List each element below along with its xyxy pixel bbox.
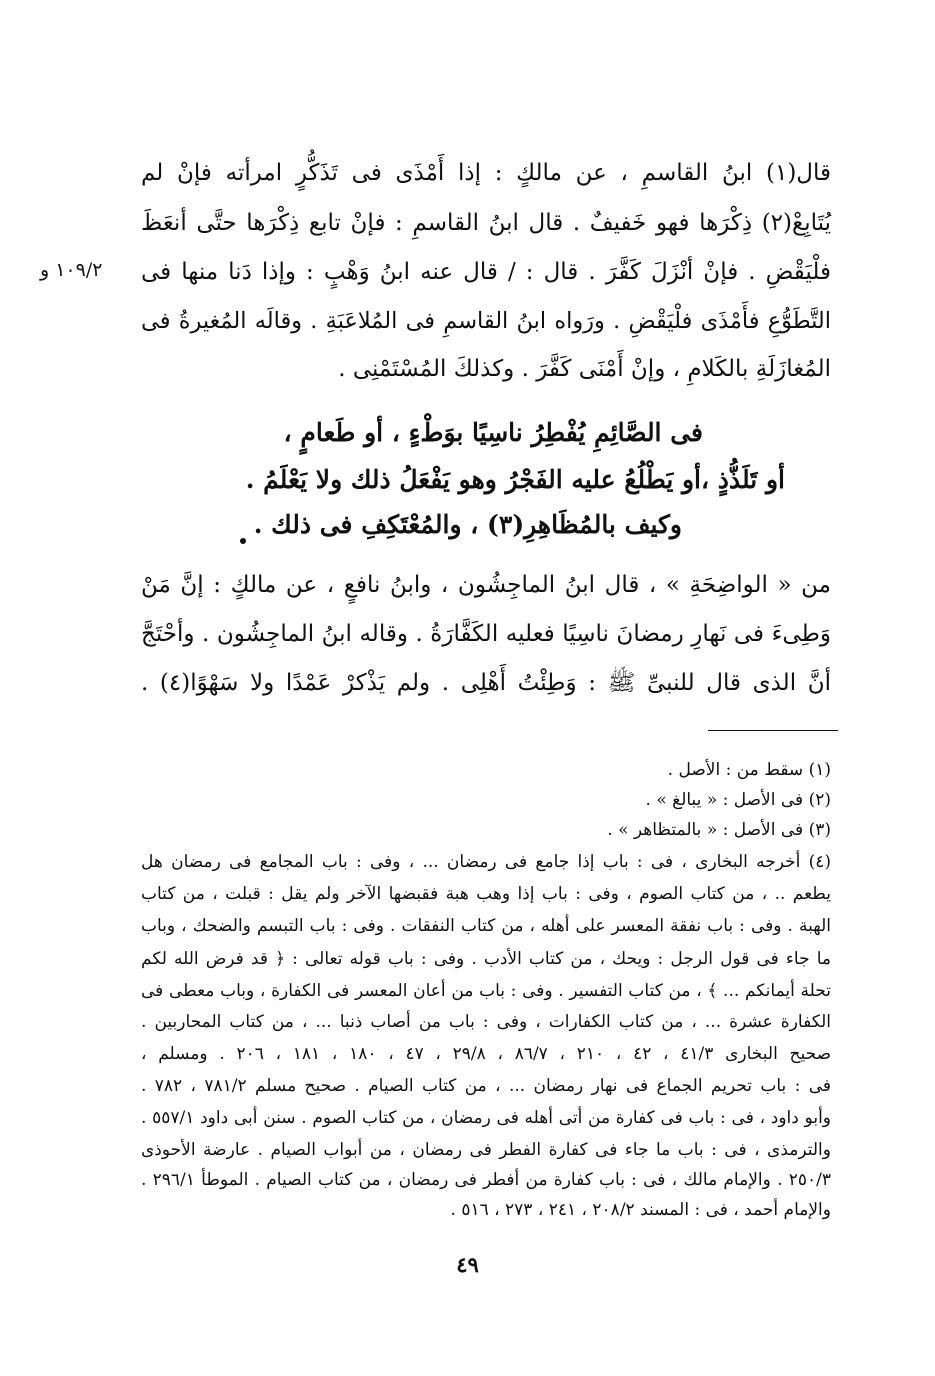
footnote-line: (٢) فى الأصل : « يبالغ » . <box>645 790 831 810</box>
body-line: المُغازَلَةِ بالكَلامِ ، وإنْ أَمْنَى كَفَّرَ . وكذلكَ المُسْتَمْنِى . <box>338 356 831 382</box>
footnote-line: يطعم .. ، من كتاب الصوم ، وفى : باب إذا وهب هبة فقبضها الآخر ولم يقل : قبلت ، من كتاب <box>141 884 831 904</box>
footnote-line: والإمام أحمد ، فى : المسند ٢٠٨/٢ ، ٢٤١ ، ٢٧٣ ، ٥١٦ . <box>450 1200 831 1220</box>
footnote-line: ما جاء فى قول الرجل : ويحك ، من كتاب الأدب . وفى : باب قوله تعالى : ﴿ قد فرض الله لكم <box>141 949 831 969</box>
footnote-line: والترمذى ، فى : باب ما جاء فى كفارة الفطر فى رمضان ، من أبواب الصيام . عارضة الأحوذى <box>141 1140 831 1160</box>
footnote-separator <box>708 730 838 731</box>
footnote-line: ٢٥٠/٣ . والإمام مالك ، فى : باب كفارة من أفطر فى رمضان ، من كتاب الصيام . الموطأ ٢٩٦/١ . <box>141 1170 831 1190</box>
margin-folio-reference: ١٠٩/٢ و <box>40 259 103 281</box>
section-heading-line: فى الصَّائِمِ يُفْطِرُ ناسِيًا بوَطْءٍ ، أو طَعامٍ ، <box>283 418 703 447</box>
footnote-line: تحلة أيمانكم ... ﴾ ، من كتاب التفسير . وفى : باب من أعان المعسر فى الكفارة ، وباب معطى فى <box>141 981 831 1001</box>
footnote-line: (١) سقط من : الأصل . <box>667 760 831 780</box>
body-line: من « الواضِحَةِ » ، قال ابنُ الماجِشُون ، وابنُ نافعٍ ، عن مالكٍ : إنَّ مَنْ <box>141 572 831 598</box>
body-line: وَطِىءَ فى نَهارِ رمضانَ ناسِيًا فعليه الكَفَّارَةُ . وقاله ابنُ الماجِشُون . وأحْتَجَّ <box>141 621 831 647</box>
body-line: التَّطَوُّعِ فأَمْذَى فلْيَقْضِ . ورَواه ابنُ القاسمِ فى المُلاعَبَةِ . وقالَه المُغيرةُ فى <box>141 308 831 334</box>
footnote-line: وأبو داود ، فى : باب فى كفارة من أتى أهله فى رمضان ، من كتاب الصوم . سنن أبى داود ٥٥٧/١ . <box>141 1108 832 1128</box>
footnote-line: (٤) أخرجه البخارى ، فى : باب إذا جامع فى رمضان ... ، وفى : باب المجامع فى رمضان هل <box>141 852 831 872</box>
section-heading-line: أو تَلَذُّذٍ ،أو يَطْلُعُ عليه الفَجْرُ وهو يَفْعَلُ ذلك ولا يَعْلَمُ . <box>245 465 785 494</box>
footnote-line: (٣) فى الأصل : « بالمتظاهر » . <box>607 820 831 840</box>
body-line: يُتَابِعْ(٢) ذِكْرَها فهو خَفيفٌ . قال ابنُ القاسمِ : فإنْ تابع ذِكْرَها حتَّى أنعَظَ <box>141 210 831 236</box>
decorative-dot <box>240 538 246 544</box>
body-line: أنَّ الذى قال للنبىِّ ﷺ : وَطِئْتُ أَهْلِى . ولم يَذْكرْ عَمْدًا ولا سَهْوًا(٤) . <box>141 670 831 696</box>
footnote-line: صحيح البخارى ٤١/٣ ، ٤٢ ، ٢١٠ ، ٨٦/٧ ، ٢٩/٨ ، ٤٧ ، ١٨٠ ، ١٨١ ، ٢٠٦ . ومسلم ، <box>141 1044 832 1064</box>
footnote-line: فى : باب تحريم الجماع فى نهار رمضان ... ، من كتاب الصيام . صحيح مسلم ٧٨١/٢ ، ٧٨٢ . <box>141 1076 832 1096</box>
section-heading-line: وكيف بالمُظَاهِرِ(٣) ، والمُعْتَكِفِ فى ذلك . <box>253 510 682 539</box>
body-line: قال(١) ابنُ القاسمِ ، عن مالكٍ : إذا أَمْذَى فى تَذَكُّرٍ امرأته فإنْ لم <box>141 160 831 186</box>
body-line: فلْيَقْضِ . فإنْ أنْزَلَ كَفَّرَ . قال : / قال عنه ابنُ وَهْبٍ : وإذا دَنا منها فى <box>141 259 831 285</box>
page-number: ٤٩ <box>456 1252 479 1277</box>
footnote-line: الهبة . وفى : باب نفقة المعسر على أهله ، من كتاب النفقات . وفى : باب التبسم والضحك ، وباب <box>141 916 831 936</box>
footnote-line: الكفارة عشرة ... ، من كتاب الكفارات ، وفى : باب من أصاب ذنبا ... ، من كتاب المحاربين . <box>141 1012 831 1032</box>
